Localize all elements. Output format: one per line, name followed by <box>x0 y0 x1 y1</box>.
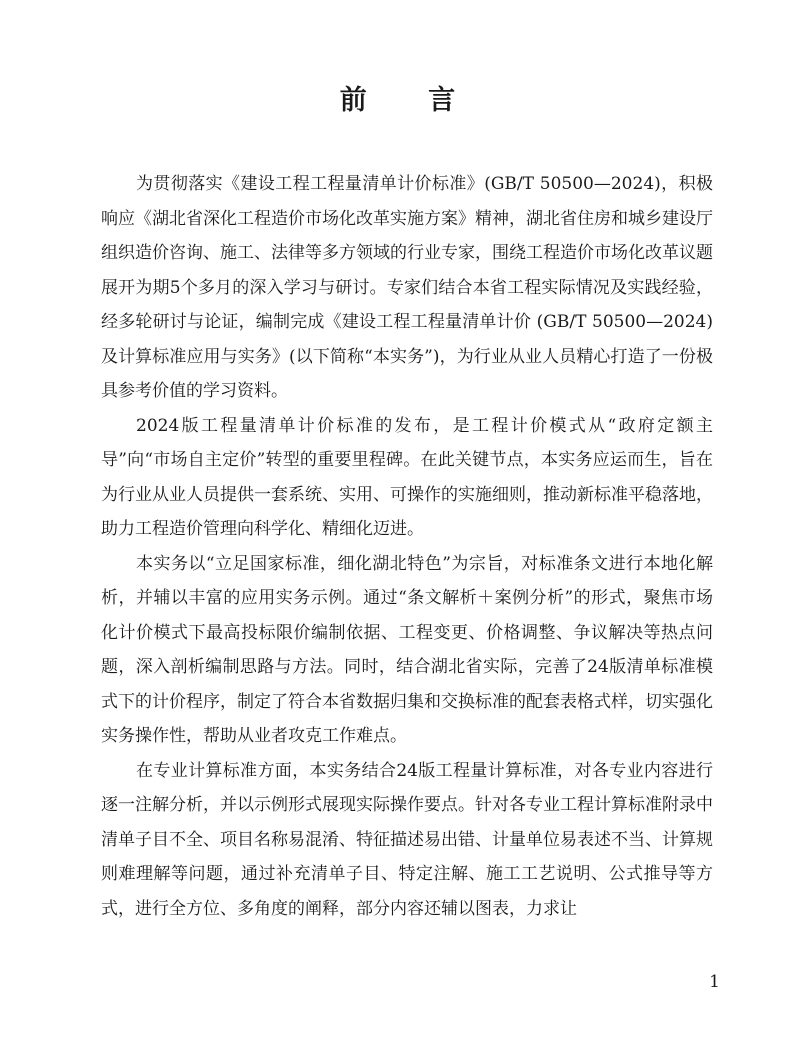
paragraph-1: 为贯彻落实《建设工程工程量清单计价标准》(GB/T 50500—2024)，积极响应《湖北省深化工程造价市场化改革实施方案》精神，湖北省住房和城乡建设厅组织造价咨询、施工、法律等多方领域的行业专家，围绕工程造价市场化改革议题展开为期5个多月的深入学习与研讨。专家们结合本省工程实际情况及实践经验，经多轮研讨与论证，编制完成《建设工程工程量清单计价 (GB/T 50500—2024) 及计算标准应用与实务》(以下简称“本实务”)，为行业从业人员精心打造了一份极具参考价值的学习资料。 <box>101 174 713 401</box>
page-number: 1 <box>709 972 720 992</box>
document-body <box>101 167 713 926</box>
paragraph-2: 2024版工程量清单计价标准的发布，是工程计价模式从“政府定额主导”向“市场自主定价”转型的重要里程碑。在此关键节点，本实务应运而生，旨在为行业从业人员提供一套系统、实用、可操作的实施细则，推动新标准平稳落地，助力工程造价管理向科学化、精细化迈进。 <box>101 415 713 539</box>
paragraph-3: 本实务以“立足国家标准，细化湖北特色”为宗旨，对标准条文进行本地化解析，并辅以丰富的应用实务示例。通过“条文解析＋案例分析”的形式，聚焦市场化计价模式下最高投标限价编制依据、工程变更、价格调整、争议解决等热点问题，深入剖析编制思路与方法。同时，结合湖北省实际，完善了24版清单标准模式下的计价程序，制定了符合本省数据归集和交换标准的配套表格式样，切实强化实务操作性，帮助从业者攻克工作难点。 <box>101 553 713 746</box>
page-title: 前 言 <box>339 85 482 116</box>
paragraph-4: 在专业计算标准方面，本实务结合24版工程量计算标准，对各专业内容进行逐一注解分析，并以示例形式展现实际操作要点。针对各专业工程计算标准附录中清单子目不全、项目名称易混淆、特征描述易出错、计量单位易表述不当、计算规则难理解等问题，通过补充清单子目、特定注解、施工工艺说明、公式推导等方式，进行全方位、多角度的阐释，部分内容还辅以图表，力求让 <box>101 760 713 919</box>
